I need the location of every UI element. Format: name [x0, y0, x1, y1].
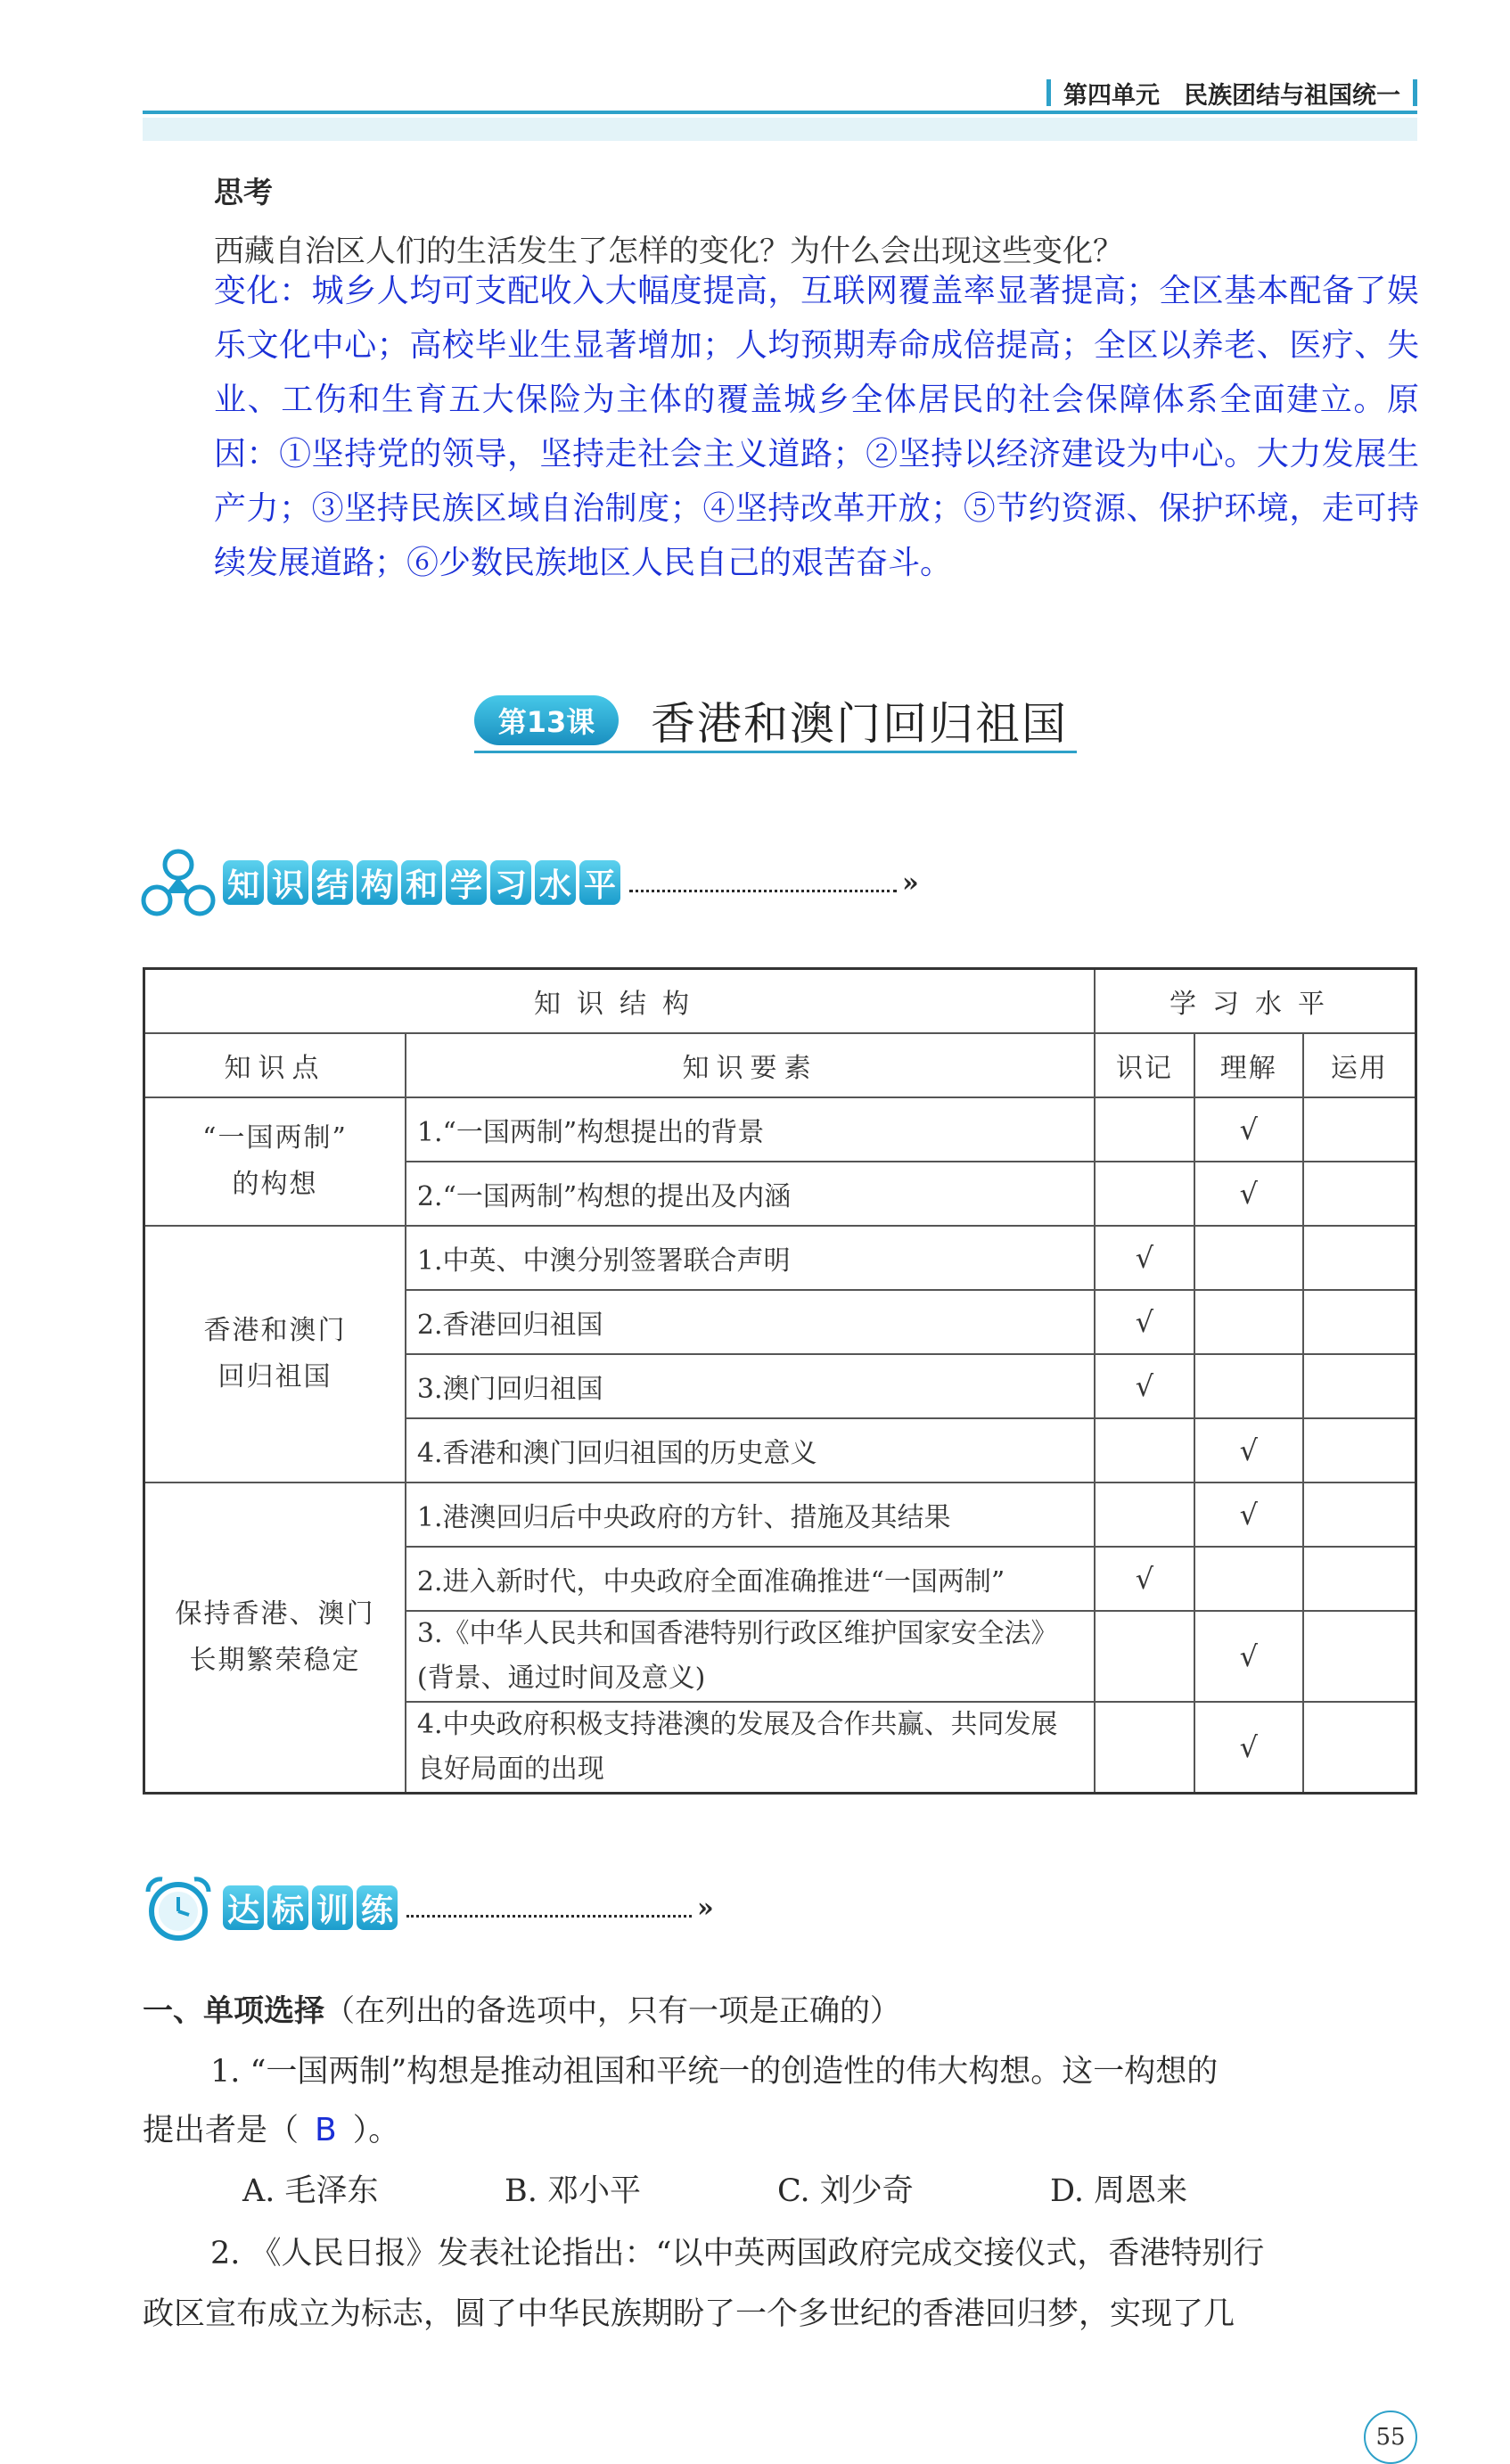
title-marker — [1046, 79, 1051, 106]
level-understand-cell — [1194, 1354, 1303, 1418]
table-row — [144, 1097, 1416, 1162]
level-remember-cell — [1095, 1418, 1194, 1483]
level-understand-cell — [1194, 1547, 1303, 1611]
col-knowledge-point: 知识点 — [144, 1033, 406, 1097]
heading-char: 平 — [579, 860, 620, 905]
double-arrow-icon: » — [902, 867, 919, 899]
knowledge-point-cell — [144, 1097, 406, 1226]
knowledge-element-cell: 2.香港回归祖国 — [406, 1290, 1095, 1354]
section-heading-text — [223, 1885, 398, 1930]
section-heading-training — [139, 1872, 714, 1943]
level-apply-cell — [1303, 1611, 1416, 1702]
section-title-text: 一、单项选择 — [143, 1993, 324, 2029]
level-understand-cell: √ — [1194, 1418, 1303, 1483]
knowledge-point-line: “一国两制” — [202, 1122, 348, 1154]
heading-char: 学 — [446, 860, 487, 905]
knowledge-element-cell: 3.《中华人民共和国香港特别行政区维护国家安全法》(背景、通过时间及意义) — [406, 1611, 1095, 1702]
knowledge-element-cell: 4.中央政府积极支持港澳的发展及合作共赢、共同发展良好局面的出现 — [406, 1702, 1095, 1794]
q1-option-c: C. 刘少奇 — [777, 2173, 914, 2209]
question-1-line-2 — [143, 2106, 399, 2150]
header-learning-level: 学习水平 — [1095, 969, 1416, 1034]
level-apply-cell — [1303, 1483, 1416, 1547]
level-apply-cell — [1303, 1290, 1416, 1354]
level-understand-cell: √ — [1194, 1611, 1303, 1702]
think-question: 西藏自治区人们的生活发生了怎样的变化？为什么会出现这些变化？ — [214, 234, 1123, 269]
exercise-section-title — [143, 1986, 900, 2030]
header-band — [143, 118, 1417, 141]
heading-char: 结 — [312, 860, 353, 905]
heading-char: 和 — [401, 860, 442, 905]
knowledge-point-cell — [144, 1226, 406, 1483]
question-1-line-1: 1. “一国两制”构想是推动祖国和平统一的创造性的伟大构想。这一构想的 — [210, 2054, 1219, 2090]
level-understand-cell: √ — [1194, 1162, 1303, 1226]
level-apply-cell — [1303, 1702, 1416, 1794]
level-remember-cell — [1095, 1483, 1194, 1547]
knowledge-element-cell: 4.香港和澳门回归祖国的历史意义 — [406, 1418, 1095, 1483]
knowledge-point-line: 回归祖国 — [217, 1361, 332, 1392]
question-2-line-1: 2. 《人民日报》发表社论指出：“以中英两国政府完成交接仪式，香港特别行 — [210, 2236, 1265, 2271]
level-apply-cell — [1303, 1226, 1416, 1290]
level-understand-cell — [1194, 1290, 1303, 1354]
heading-char: 训 — [312, 1885, 353, 1930]
q1-option-a: A. 毛泽东 — [242, 2173, 379, 2209]
level-remember-cell: √ — [1095, 1547, 1194, 1611]
knowledge-element-cell: 3.澳门回归祖国 — [406, 1354, 1095, 1418]
section-heading-text — [223, 860, 620, 905]
level-understand-cell: √ — [1194, 1097, 1303, 1162]
table-row — [144, 1226, 1416, 1290]
molecule-icon — [139, 847, 217, 918]
heading-char: 构 — [357, 860, 398, 905]
heading-char: 练 — [357, 1885, 398, 1930]
heading-char: 知 — [223, 860, 264, 905]
level-understand-cell — [1194, 1226, 1303, 1290]
level-remember-cell: √ — [1095, 1290, 1194, 1354]
level-apply-cell — [1303, 1354, 1416, 1418]
heading-char: 达 — [223, 1885, 264, 1930]
level-apply-cell — [1303, 1097, 1416, 1162]
section-note: （在列出的备选项中，只有一项是正确的） — [324, 1993, 900, 2029]
dotted-leader — [406, 1915, 692, 1918]
level-remember-cell: √ — [1095, 1226, 1194, 1290]
header-rule — [143, 111, 1417, 114]
knowledge-point-line: 长期繁荣稳定 — [189, 1645, 361, 1676]
section-heading-knowledge — [139, 847, 919, 918]
q1-stem-close: ）。 — [352, 2113, 400, 2148]
lesson-badge: 第13课 — [474, 695, 619, 745]
level-apply-cell — [1303, 1547, 1416, 1611]
think-title: 思考 — [214, 175, 273, 209]
level-remember-cell — [1095, 1097, 1194, 1162]
think-answer: 变化：城乡人均可支配收入大幅度提高，互联网覆盖率显著提高；全区基本配备了娱乐文化中心；高校毕业生显著增加；人均预期寿命成倍提高；全区以养老、医疗、失业、工伤和生育五大保险为主体的覆盖城乡全体居民的社会保障体系全面建立。原因：①坚持党的领导，坚持走社会主义道路；②坚持以经济建设为中心。大力发展生产力；③坚持民族区域自治制度；④坚持改革开放；⑤节约资源、保护环境，走可持续发展道路；⑥少数民族地区人民自己的艰苦奋斗。 — [214, 273, 1419, 581]
col-knowledge-element: 知识要素 — [406, 1033, 1095, 1097]
level-apply-cell — [1303, 1418, 1416, 1483]
q1-answer: B — [315, 2112, 337, 2148]
heading-char: 标 — [267, 1885, 308, 1930]
knowledge-point-line: 保持香港、澳门 — [175, 1598, 375, 1630]
knowledge-point-line: 香港和澳门 — [203, 1315, 347, 1346]
knowledge-element-cell: 1.港澳回归后中央政府的方针、措施及其结果 — [406, 1483, 1095, 1547]
col-understand: 理解 — [1194, 1033, 1303, 1097]
level-remember-cell — [1095, 1702, 1194, 1794]
col-apply: 运用 — [1303, 1033, 1416, 1097]
double-arrow-icon: » — [697, 1892, 714, 1924]
title-marker — [1413, 79, 1417, 106]
unit-title-text: 第四单元 民族团结与祖国统一 — [1063, 81, 1400, 110]
heading-char: 习 — [490, 860, 531, 905]
question-2-line-2: 政区宣布成立为标志，圆了中华民族期盼了一个多世纪的香港回归梦，实现了几 — [143, 2296, 1235, 2332]
q1-option-b: B. 邓小平 — [505, 2173, 641, 2209]
dotted-leader — [629, 890, 897, 892]
page-number: 55 — [1364, 2411, 1417, 2464]
knowledge-structure-table — [143, 967, 1417, 1795]
header-knowledge-structure: 知识结构 — [144, 969, 1096, 1034]
level-remember-cell — [1095, 1611, 1194, 1702]
knowledge-point-line: 的构想 — [232, 1169, 318, 1200]
unit-title — [1016, 75, 1417, 111]
alarm-clock-icon — [139, 1872, 217, 1943]
level-remember-cell: √ — [1095, 1354, 1194, 1418]
heading-char: 识 — [267, 860, 308, 905]
col-remember: 识记 — [1095, 1033, 1194, 1097]
level-understand-cell: √ — [1194, 1483, 1303, 1547]
table-row — [144, 1483, 1416, 1547]
knowledge-element-cell: 1.中英、中澳分别签署联合声明 — [406, 1226, 1095, 1290]
knowledge-element-cell: 2.“一国两制”构想的提出及内涵 — [406, 1162, 1095, 1226]
lesson-underline — [474, 751, 1077, 753]
q1-option-d: D. 周恩来 — [1050, 2173, 1188, 2209]
level-remember-cell — [1095, 1162, 1194, 1226]
level-understand-cell: √ — [1194, 1702, 1303, 1794]
level-apply-cell — [1303, 1162, 1416, 1226]
knowledge-element-cell: 1.“一国两制”构想提出的背景 — [406, 1097, 1095, 1162]
lesson-title: 香港和澳门回归祖国 — [651, 698, 1068, 750]
heading-char: 水 — [535, 860, 576, 905]
knowledge-element-cell: 2.进入新时代，中央政府全面准确推进“一国两制” — [406, 1547, 1095, 1611]
q1-stem-end: 提出者是（ — [143, 2113, 300, 2148]
knowledge-point-cell — [144, 1483, 406, 1794]
